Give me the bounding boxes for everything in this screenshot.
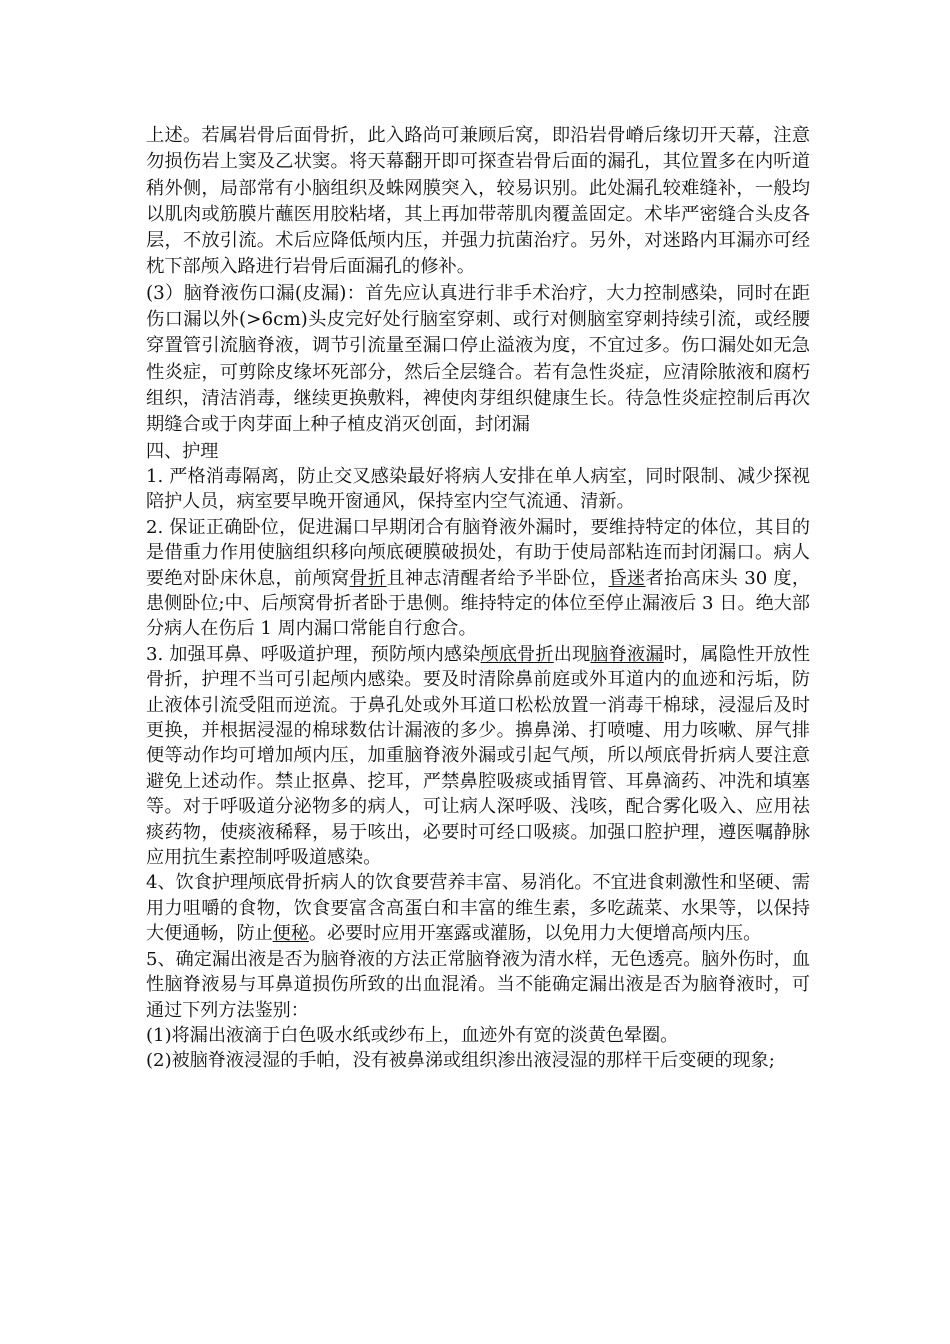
link-constipation[interactable]: 便秘 — [272, 923, 309, 945]
nursing-item-2-text-a: 2. 保证正确卧位，促进漏口早期闭合有脑脊液外漏时，要维持特定的体位，其目的是借重力作用使脑组织移向颅底硬膜破损处，有助于使局部粘连而封闭漏口。病人要绝对卧床休息，前颅窝 — [146, 516, 810, 589]
nursing-item-3-text-c: 时，属隐性开放性骨折，护理不当可引起颅内感染。要及时清除鼻前庭或外耳道内的血迹和污垢，防止液体引流受阻而逆流。于鼻孔处或外耳道口松松放置一消毒干棉球，浸湿后及时更换，并根据浸湿的棉球数估计漏液的多少。擤鼻涕、打喷嚏、用力咳嗽、屏气排便等动作均可增加颅内压，加重脑脊液外漏或引起气颅，所以颅底骨折病人要注意避免上述动作。禁止抠鼻、挖耳，严禁鼻腔吸痰或插胃管、耳鼻滴药、冲洗和填塞等。对于呼吸道分泌物多的病人，可让病人深呼吸、浅咳，配合雾化吸入、应用祛痰药物，使痰液稀释，易于咳出，必要时可经口吸痰。加强口腔护理，遵医嘱静脉应用抗生素控制呼吸道感染。 — [146, 643, 810, 869]
nursing-item-5: 5、确定漏出液是否为脑脊液的方法正常脑脊液为清水样，无色透亮。脑外伤时，血性脑脊液易与耳鼻道损伤所致的出血混淆。当不能确定漏出液是否为脑脊液时，可通过下列方法鉴别： — [146, 948, 810, 1021]
nursing-item-3-text-b: 出现 — [553, 643, 591, 665]
link-coma[interactable]: 昏迷 — [608, 567, 646, 589]
nursing-item-1: 1. 严格消毒隔离，防止交叉感染最好将病人安排在单人病室，同时限制、减少探视陪护人员，病室要早晚开窗通风，保持室内空气流通、清新。 — [146, 465, 810, 513]
section-heading-nursing: 四、护理 — [146, 440, 219, 462]
nursing-item-2 — [146, 515, 810, 642]
method-item-2: (2)被脑脊液浸湿的手帕，没有被鼻涕或组织渗出液浸湿的那样干后变硬的现象; — [146, 1050, 775, 1072]
nursing-item-2-text-c: 者抬高床头 30 度，患侧卧位;中、后颅窝骨折者卧于患侧。维持特定的体位至停止漏液后 3 日。绝大部分病人在伤后 1 周内漏口常能自行愈合。 — [146, 567, 810, 640]
nursing-item-4-text-a: 4、饮食护理颅底骨折病人的饮食要营养丰富、易消化。不宜进食刺激性和坚硬、需用力咀嚼的食物，饮食要富含高蛋白和丰富的维生素，多吃蔬菜、水果等，以保持大便通畅，防止 — [146, 872, 810, 945]
method-item-1: (1)将漏出液滴于白色吸水纸或纱布上，血迹外有宽的淡黄色晕圈。 — [146, 1024, 679, 1046]
paragraph-wound-leak: (3）脑脊液伤口漏(皮漏)：首先应认真进行非手术治疗，大力控制感染，同时在距伤口漏以外(>6cm)头皮完好处行脑室穿刺、或行对侧脑室穿刺持续引流，或经腰穿置管引流脑脊液，调节引流量至漏口停止溢液为度，不宜过多。伤口漏处如无急性炎症，可剪除皮缘坏死部分，然后全层缝合。若有急性炎症，应清除脓液和腐朽组织，清洁消毒，继续更换敷料，裨使肉芽组织健康生长。待急性炎症控制后再次期缝合或于肉芽面上种子植皮消灭创面，封闭漏 — [146, 282, 810, 436]
paragraph-surgery-continued: 上述。若属岩骨后面骨折，此入路尚可兼顾后窝，即沿岩骨嵴后缘切开天幕，注意勿损伤岩上窦及乙状窦。将天幕翻开即可探查岩骨后面的漏孔，其位置多在内听道稍外侧，局部常有小脑组织及蛛网膜突入，较易识别。此处漏孔较难缝补，一般均以肌肉或筋膜片蘸医用胶粘堵，其上再加带蒂肌肉覆盖固定。术毕严密缝合头皮各层，不放引流。术后应降低颅内压，并强力抗菌治疗。另外，对迷路内耳漏亦可经枕下部颅入路进行岩骨后面漏孔的修补。 — [146, 125, 810, 278]
document-body — [146, 123, 810, 1074]
nursing-item-4 — [146, 870, 810, 946]
nursing-item-3-text-a: 3. 加强耳鼻、呼吸道护理，预防颅内感染 — [146, 643, 481, 665]
nursing-item-3 — [146, 642, 810, 871]
nursing-item-4-text-b: 。必要时应用开塞露或灌肠，以免用力大便增高颅内压。 — [308, 923, 762, 945]
link-fracture[interactable]: 骨折 — [349, 567, 387, 589]
link-skull-base-fracture[interactable]: 颅底骨折 — [480, 643, 554, 665]
link-csf-leak[interactable]: 脑脊液漏 — [590, 643, 664, 665]
nursing-item-2-text-b: 且神志清醒者给予半卧位， — [386, 567, 609, 589]
